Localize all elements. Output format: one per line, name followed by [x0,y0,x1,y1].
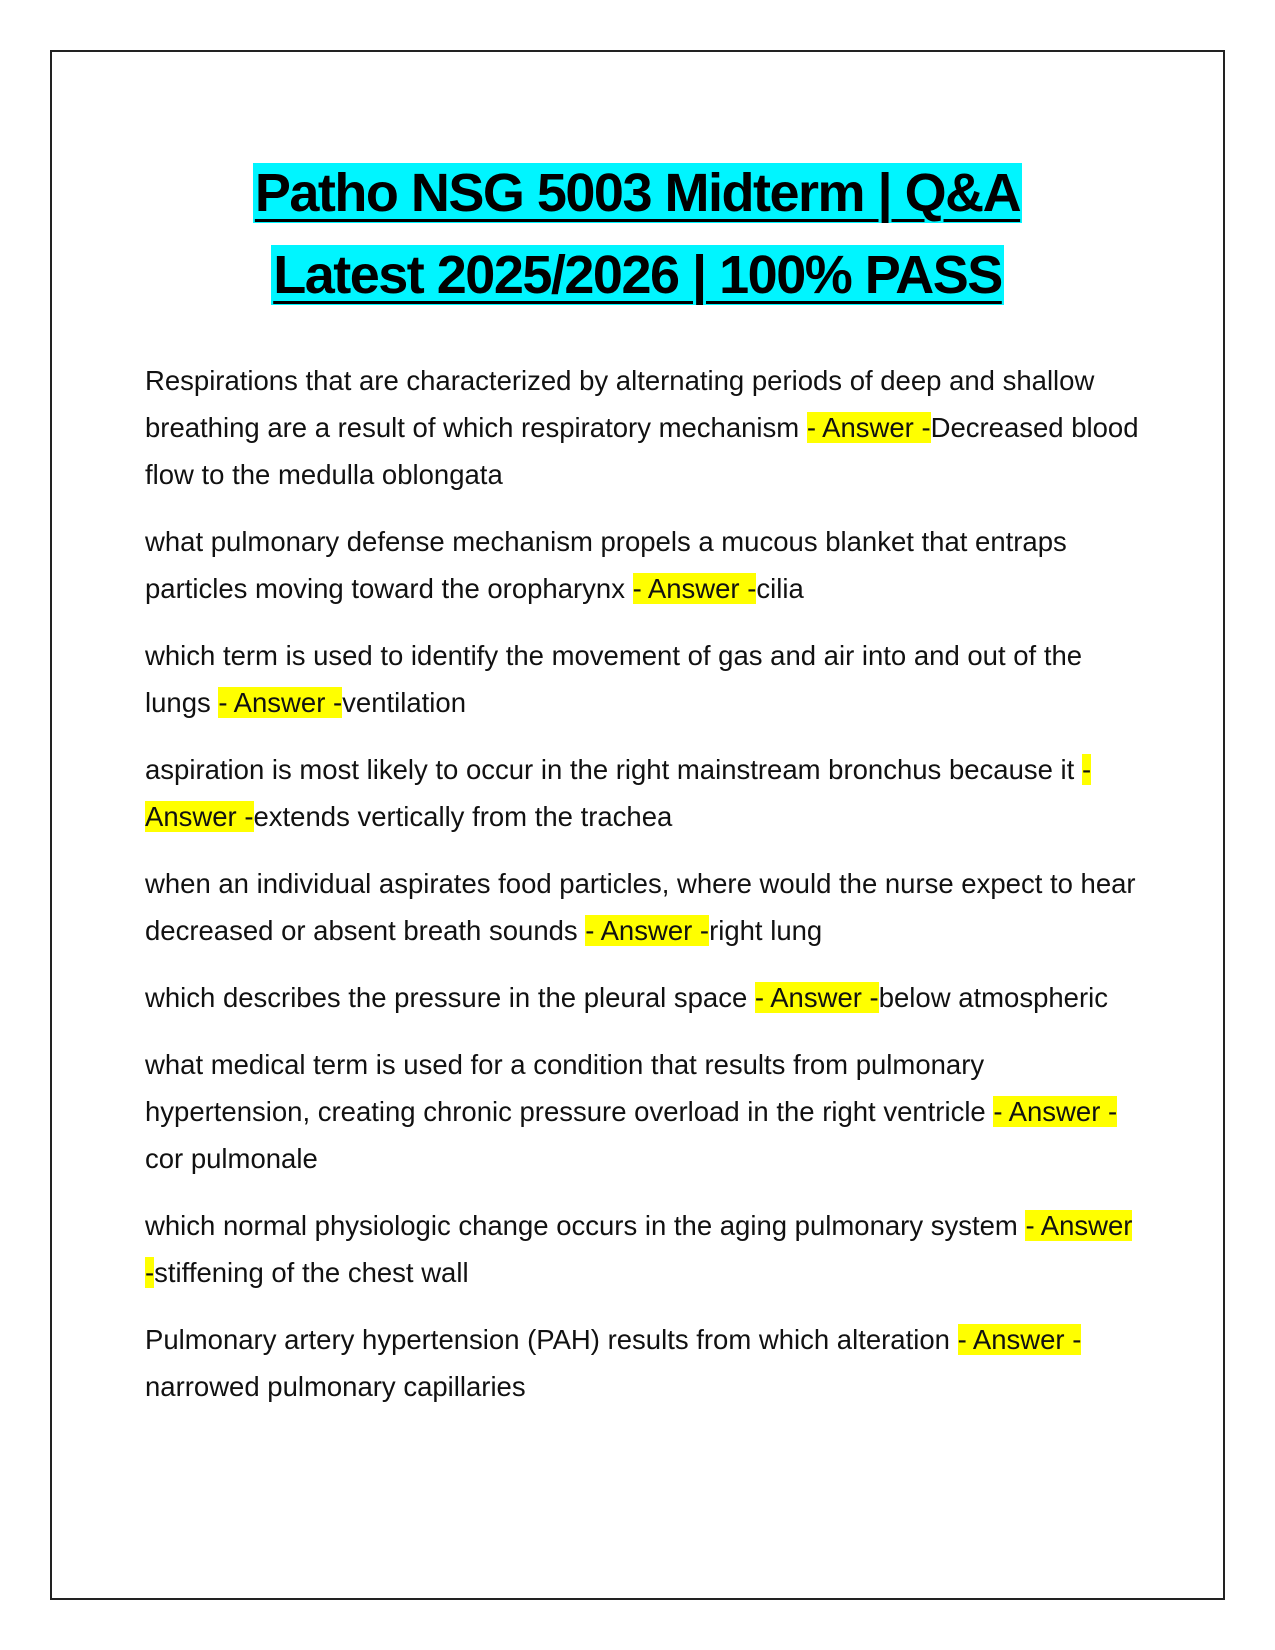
question-text: Pulmonary artery hypertension (PAH) results from which alteration [145,1324,958,1355]
answer-text: stiffening of the chest wall [154,1257,469,1288]
answer-text: extends vertically from the trachea [253,801,673,832]
answer-text: Decreased blood flow to the medulla oblongata [145,412,1139,490]
qa-item [145,1316,1145,1410]
title-line-2: Latest 2025/2026 | 100% PASS [273,245,1002,305]
qa-item [145,357,1145,498]
qa-list [145,357,1145,1430]
answer-marker: - Answer - [145,1210,1133,1288]
answer-text: cilia [756,573,804,604]
answer-marker: - Answer - [957,1324,1082,1355]
answer-text: right lung [709,915,823,946]
title-line-1: Patho NSG 5003 Midterm | Q&A [254,163,1021,223]
question-text: aspiration is most likely to occur in the right mainstream bronchus because it [145,754,1082,785]
answer-text: below atmospheric [878,982,1108,1013]
answer-marker: - Answer - [218,687,343,718]
document-page [50,50,1225,1600]
question-text: what medical term is used for a condition that results from pulmonary hypertension, creating chronic pressure overload in the right ventricle [145,1049,994,1127]
document-title [52,152,1223,316]
answer-text: ventilation [342,687,467,718]
answer-marker: - Answer - [754,982,879,1013]
question-text: which describes the pressure in the pleural space [145,982,755,1013]
answer-text: cor pulmonale [145,1143,318,1174]
answer-marker: - Answer - [806,412,931,443]
qa-item [145,860,1145,954]
answer-marker: - Answer - [632,573,757,604]
question-text: when an individual aspirates food particles, where would the nurse expect to hear decreased or absent breath sounds [145,868,1136,946]
qa-item [145,518,1145,612]
qa-item [145,974,1145,1021]
answer-text: narrowed pulmonary capillaries [145,1371,526,1402]
question-text: what pulmonary defense mechanism propels a mucous blanket that entraps particles moving toward the oropharynx [145,526,1067,604]
question-text: Respirations that are characterized by alternating periods of deep and shallow breathing are a result of which respiratory mechanism [145,365,1095,443]
answer-marker: - Answer - [993,1096,1118,1127]
qa-item [145,1202,1145,1296]
question-text: which term is used to identify the movement of gas and air into and out of the lungs [145,640,1083,718]
question-text: which normal physiologic change occurs in the aging pulmonary system [145,1210,1026,1241]
answer-marker: - Answer - [145,754,1092,832]
qa-item [145,746,1145,840]
qa-item [145,1041,1145,1182]
qa-item [145,632,1145,726]
answer-marker: - Answer - [585,915,710,946]
